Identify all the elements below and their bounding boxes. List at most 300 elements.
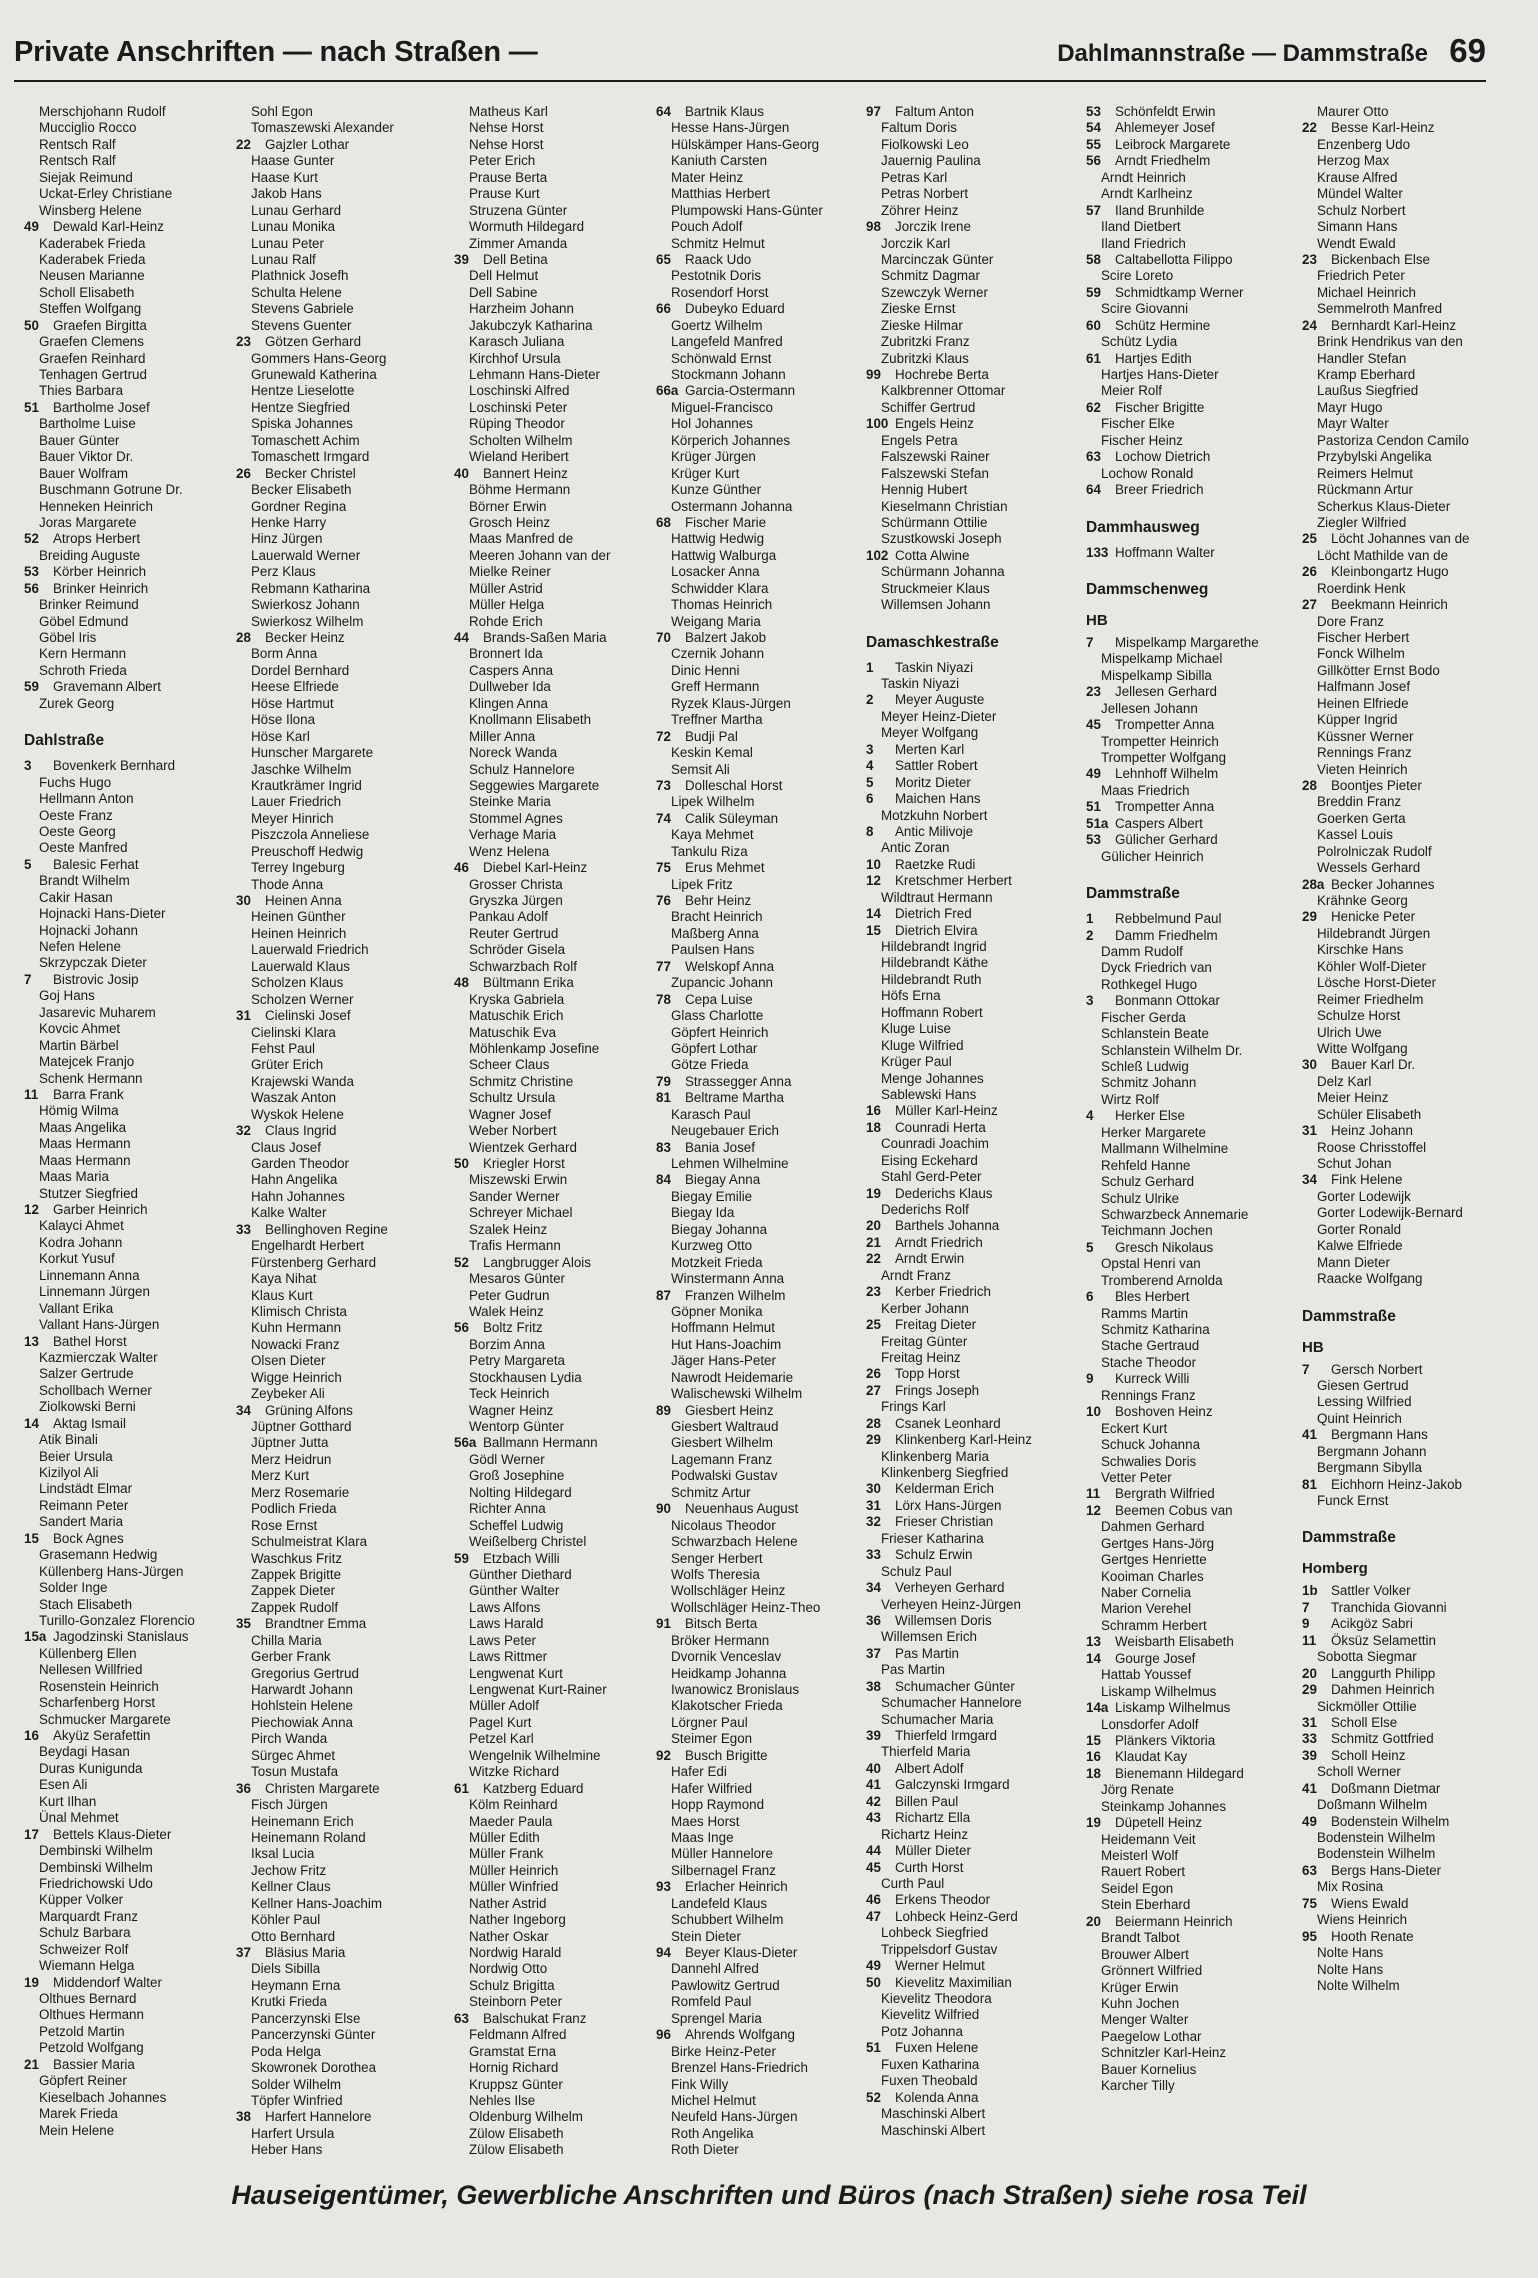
resident-entry bbox=[1302, 1238, 1514, 1254]
resident-name: Zülow Elisabeth bbox=[469, 2125, 564, 2141]
resident-entry bbox=[1302, 1222, 1514, 1238]
resident-entry bbox=[1302, 1633, 1514, 1649]
resident-entry bbox=[1302, 1616, 1514, 1632]
resident-entry bbox=[1086, 1075, 1298, 1091]
resident-name: Gorter Ronald bbox=[1317, 1221, 1402, 1237]
resident-name: Heber Hans bbox=[251, 2142, 323, 2154]
resident-name: Maas Hermann bbox=[39, 1136, 131, 1152]
resident-entry bbox=[656, 696, 868, 712]
resident-name: Simann Hans bbox=[1317, 219, 1398, 235]
house-number: 96 bbox=[656, 2027, 671, 2043]
resident-entry bbox=[866, 1334, 1078, 1350]
resident-name: Schmitz Katharina bbox=[1101, 1322, 1210, 1337]
resident-entry bbox=[866, 334, 1078, 350]
house-number: 51 bbox=[1086, 799, 1101, 815]
resident-name: Preuschoff Hedwig bbox=[251, 843, 364, 859]
resident-name: Göpfert Reiner bbox=[39, 2073, 127, 2089]
resident-entry bbox=[454, 1419, 666, 1435]
resident-name: Reimer Friedhelm bbox=[1317, 991, 1424, 1007]
resident-name: Keskin Kemal bbox=[671, 745, 753, 761]
resident-name: Hopp Raymond bbox=[671, 1797, 765, 1813]
resident-entry bbox=[1086, 1667, 1298, 1683]
resident-entry bbox=[866, 1366, 1078, 1382]
resident-entry bbox=[1086, 1552, 1298, 1568]
house-number: 25 bbox=[1302, 531, 1317, 547]
resident-entry bbox=[24, 1909, 236, 1925]
resident-name: Schulmeistrat Klara bbox=[251, 1534, 368, 1550]
resident-name: Giesbert Waltraud bbox=[671, 1419, 779, 1434]
resident-entry bbox=[1302, 827, 1514, 843]
house-number: 95 bbox=[1302, 1928, 1317, 1944]
resident-entry bbox=[656, 1616, 868, 1632]
resident-entry bbox=[454, 153, 666, 169]
resident-entry bbox=[454, 2093, 666, 2109]
resident-name: Engelhardt Herbert bbox=[251, 1238, 365, 1254]
resident-name: Fuchs Hugo bbox=[39, 774, 112, 790]
resident-name: Willemsen Johann bbox=[881, 597, 991, 613]
resident-entry bbox=[236, 1863, 448, 1879]
resident-entry bbox=[1302, 1255, 1514, 1271]
resident-entry bbox=[1086, 285, 1298, 301]
resident-entry bbox=[1086, 1684, 1298, 1700]
resident-name: Curth Paul bbox=[881, 1875, 945, 1891]
resident-entry bbox=[236, 219, 448, 235]
resident-name: Schmitz Artur bbox=[671, 1484, 751, 1500]
house-number: 14 bbox=[1086, 1650, 1101, 1666]
street-heading: Dahlstraße bbox=[24, 732, 105, 750]
house-number: 14 bbox=[24, 1415, 39, 1431]
resident-name: Noreck Wanda bbox=[469, 745, 558, 761]
resident-name: Handler Stefan bbox=[1317, 350, 1407, 366]
resident-name: Aktag Ismail bbox=[53, 1415, 126, 1431]
resident-name: Birke Heinz-Peter bbox=[671, 2043, 776, 2059]
resident-name: Zöhrer Heinz bbox=[881, 202, 959, 218]
resident-entry bbox=[454, 1008, 666, 1024]
resident-name: Barthels Johanna bbox=[895, 1218, 1000, 1234]
resident-entry bbox=[1302, 1748, 1514, 1764]
resident-entry bbox=[454, 1485, 666, 1501]
resident-entry bbox=[236, 794, 448, 810]
resident-entry bbox=[1086, 1108, 1298, 1124]
resident-name: Korkut Yusuf bbox=[39, 1251, 115, 1267]
house-number: 89 bbox=[656, 1402, 671, 1418]
resident-entry bbox=[1302, 252, 1514, 268]
resident-entry bbox=[1086, 651, 1298, 667]
resident-entry bbox=[454, 203, 666, 219]
resident-name: Schulz Barbara bbox=[39, 1925, 131, 1941]
resident-name: Scholten Wilhelm bbox=[469, 432, 573, 448]
resident-entry bbox=[866, 383, 1078, 399]
resident-name: Wolfs Theresia bbox=[671, 1566, 760, 1582]
resident-entry bbox=[656, 827, 868, 843]
resident-entry bbox=[454, 1748, 666, 1764]
resident-entry bbox=[656, 186, 868, 202]
resident-name: Lunau Ralf bbox=[251, 251, 316, 267]
resident-name: Kramp Eberhard bbox=[1317, 367, 1416, 382]
resident-name: Gresch Nikolaus bbox=[1115, 1239, 1214, 1255]
resident-name: Etzbach Willi bbox=[483, 1550, 560, 1566]
resident-entry bbox=[24, 285, 236, 301]
resident-name: Hattwig Walburga bbox=[671, 547, 777, 563]
resident-entry bbox=[1302, 1493, 1514, 1509]
house-number: 26 bbox=[866, 1366, 881, 1382]
resident-name: Küllenberg Ellen bbox=[39, 1645, 137, 1661]
resident-name: Pestotnik Doris bbox=[671, 268, 762, 284]
resident-name: Sürgec Ahmet bbox=[251, 1747, 336, 1763]
resident-name: Kruppsz Günter bbox=[469, 2076, 563, 2092]
resident-name: Kovcic Ahmet bbox=[39, 1021, 121, 1037]
resident-entry bbox=[1302, 564, 1514, 580]
resident-entry bbox=[236, 482, 448, 498]
resident-name: Mielke Reiner bbox=[469, 564, 551, 580]
resident-entry bbox=[656, 564, 868, 580]
resident-entry bbox=[1302, 762, 1514, 778]
resident-entry bbox=[454, 383, 666, 399]
resident-entry bbox=[1302, 729, 1514, 745]
resident-entry bbox=[656, 794, 868, 810]
resident-entry bbox=[656, 877, 868, 893]
resident-name: Krüger Erwin bbox=[1101, 1979, 1179, 1995]
resident-entry bbox=[866, 1169, 1078, 1185]
resident-entry bbox=[454, 1386, 666, 1402]
resident-name: Schulz Paul bbox=[881, 1563, 952, 1579]
resident-name: Iksal Lucia bbox=[251, 1846, 315, 1862]
resident-entry bbox=[866, 1646, 1078, 1662]
resident-entry bbox=[866, 285, 1078, 301]
resident-entry bbox=[1086, 268, 1298, 284]
resident-entry bbox=[1302, 531, 1514, 547]
resident-name: Schumacher Maria bbox=[881, 1711, 994, 1727]
resident-name: Roerdink Henk bbox=[1317, 580, 1406, 596]
resident-name: Senger Herbert bbox=[671, 1550, 763, 1566]
resident-name: Nefen Helene bbox=[39, 939, 121, 954]
house-number: 99 bbox=[866, 367, 881, 382]
resident-entry bbox=[454, 1814, 666, 1830]
resident-name: Kryska Gabriela bbox=[469, 991, 565, 1007]
resident-name: Kelderman Erich bbox=[895, 1481, 994, 1497]
resident-name: Maas Angelika bbox=[39, 1119, 127, 1135]
resident-name: Rückmann Artur bbox=[1317, 482, 1414, 498]
resident-name: Kuhn Hermann bbox=[251, 1320, 342, 1336]
resident-entry bbox=[24, 2106, 236, 2122]
resident-entry bbox=[1086, 1996, 1298, 2012]
resident-name: Vetter Peter bbox=[1101, 1469, 1172, 1485]
resident-entry bbox=[1302, 1797, 1514, 1813]
resident-entry bbox=[866, 531, 1078, 547]
resident-name: Wentorp Günter bbox=[469, 1419, 565, 1434]
resident-entry bbox=[866, 1186, 1078, 1202]
resident-name: Witzke Richard bbox=[469, 1764, 560, 1780]
resident-name: Krüger Paul bbox=[881, 1054, 952, 1070]
resident-entry bbox=[656, 1633, 868, 1649]
resident-name: Kievelitz Theodora bbox=[881, 1991, 992, 2006]
resident-entry bbox=[236, 844, 448, 860]
resident-name: Öksüz Selamettin bbox=[1331, 1632, 1436, 1648]
resident-name: Heidkamp Johanna bbox=[671, 1665, 787, 1681]
resident-name: Hoffmann Walter bbox=[1115, 544, 1215, 560]
resident-name: Klakotscher Frieda bbox=[671, 1698, 783, 1714]
house-number: 66 bbox=[656, 301, 671, 317]
resident-entry bbox=[454, 712, 666, 728]
resident-name: Pastoriza Cendon Camilo bbox=[1317, 432, 1469, 448]
resident-entry bbox=[1086, 482, 1298, 498]
resident-name: Lunau Peter bbox=[251, 235, 324, 251]
house-number: 63 bbox=[1086, 449, 1101, 465]
resident-entry bbox=[454, 1551, 666, 1567]
resident-entry bbox=[236, 729, 448, 745]
street-heading: Dammstraße bbox=[1086, 885, 1180, 903]
house-number: 49 bbox=[1302, 1813, 1317, 1829]
resident-entry bbox=[24, 1860, 236, 1876]
resident-entry bbox=[24, 1218, 236, 1234]
house-number: 74 bbox=[656, 810, 671, 826]
resident-entry bbox=[24, 482, 236, 498]
resident-entry bbox=[1086, 1125, 1298, 1141]
resident-entry bbox=[1086, 1914, 1298, 1930]
resident-entry bbox=[24, 2090, 236, 2106]
house-number: 16 bbox=[24, 1728, 39, 1743]
resident-entry bbox=[1086, 1815, 1298, 1831]
resident-entry bbox=[454, 1666, 666, 1682]
resident-entry bbox=[1302, 1172, 1514, 1188]
resident-name: Hildebrandt Ingrid bbox=[881, 939, 987, 954]
resident-entry bbox=[24, 1399, 236, 1415]
resident-entry bbox=[656, 449, 868, 465]
resident-entry bbox=[866, 1103, 1078, 1119]
resident-entry bbox=[1086, 668, 1298, 684]
resident-entry bbox=[656, 1715, 868, 1731]
resident-name: Boltz Fritz bbox=[483, 1320, 543, 1336]
resident-entry bbox=[1302, 860, 1514, 876]
resident-name: Gülicher Heinrich bbox=[1101, 848, 1204, 864]
resident-entry bbox=[454, 433, 666, 449]
resident-name: Weisbarth Elisabeth bbox=[1115, 1634, 1234, 1650]
resident-entry bbox=[236, 466, 448, 482]
resident-name: Miller Anna bbox=[469, 728, 536, 744]
resident-entry bbox=[1302, 1912, 1514, 1928]
resident-name: Dederichs Rolf bbox=[881, 1202, 969, 1217]
resident-entry bbox=[454, 1715, 666, 1731]
resident-name: Matuschik Eva bbox=[469, 1024, 557, 1040]
resident-entry bbox=[656, 1534, 868, 1550]
resident-entry bbox=[866, 564, 1078, 580]
resident-entry bbox=[236, 334, 448, 350]
resident-name: Müller Winfried bbox=[469, 1879, 559, 1895]
resident-entry bbox=[454, 1172, 666, 1188]
resident-entry bbox=[24, 1350, 236, 1366]
house-number: 98 bbox=[866, 219, 881, 235]
resident-name: Dell Helmut bbox=[469, 268, 539, 284]
resident-entry bbox=[1086, 993, 1298, 1009]
resident-entry bbox=[1302, 1978, 1514, 1994]
resident-name: Hildebrandt Käthe bbox=[881, 955, 989, 971]
resident-entry bbox=[1086, 832, 1298, 848]
resident-entry bbox=[656, 433, 868, 449]
resident-name: Fischer Gerda bbox=[1101, 1009, 1186, 1025]
resident-name: Bernhardt Karl-Heinz bbox=[1331, 317, 1457, 333]
resident-name: Busch Brigitte bbox=[685, 1747, 768, 1763]
resident-entry bbox=[866, 1449, 1078, 1465]
resident-name: Bitsch Berta bbox=[685, 1616, 758, 1632]
resident-name: Zieske Ernst bbox=[881, 301, 956, 317]
house-number: 72 bbox=[656, 728, 671, 744]
resident-name: Köhler Paul bbox=[251, 1912, 321, 1928]
resident-entry bbox=[1302, 679, 1514, 695]
resident-entry bbox=[454, 877, 666, 893]
resident-name: Falszewski Stefan bbox=[881, 465, 989, 481]
resident-name: Breddin Franz bbox=[1317, 794, 1402, 810]
resident-name: Verhage Maria bbox=[469, 827, 557, 843]
resident-name: Heinemann Roland bbox=[251, 1829, 366, 1845]
resident-entry bbox=[454, 186, 666, 202]
resident-name: Götze Frieda bbox=[671, 1057, 749, 1073]
house-number: 83 bbox=[656, 1139, 671, 1155]
resident-entry bbox=[454, 531, 666, 547]
resident-name: Skowronek Dorothea bbox=[251, 2060, 377, 2076]
resident-entry bbox=[1302, 120, 1514, 136]
resident-name: Olthues Bernard bbox=[39, 1991, 137, 2006]
resident-name: Mayr Hugo bbox=[1317, 399, 1383, 415]
resident-name: Gordner Regina bbox=[251, 498, 347, 514]
street-range: Dahlmannstraße — Dammstraße bbox=[1057, 40, 1428, 67]
resident-entry bbox=[454, 1353, 666, 1369]
resident-entry bbox=[236, 1140, 448, 1156]
resident-entry bbox=[236, 1682, 448, 1698]
resident-name: Cotta Alwine bbox=[895, 547, 970, 563]
resident-entry bbox=[1302, 909, 1514, 925]
resident-name: Schwidder Klara bbox=[671, 580, 769, 596]
resident-name: Raacke Wolfgang bbox=[1317, 1271, 1423, 1287]
resident-name: Loschinski Alfred bbox=[469, 383, 570, 399]
resident-name: Meier Rolf bbox=[1101, 383, 1163, 399]
resident-name: Neusen Marianne bbox=[39, 268, 145, 284]
resident-entry bbox=[236, 663, 448, 679]
resident-name: Beydagi Hasan bbox=[39, 1744, 130, 1760]
resident-entry bbox=[1086, 1963, 1298, 1979]
resident-name: Kuhn Jochen bbox=[1101, 1995, 1180, 2011]
resident-entry bbox=[24, 433, 236, 449]
resident-name: Chilla Maria bbox=[251, 1632, 322, 1648]
resident-entry bbox=[1086, 1618, 1298, 1634]
resident-name: Oeste Georg bbox=[39, 823, 116, 839]
resident-name: Göbel Edmund bbox=[39, 613, 129, 629]
resident-entry bbox=[866, 1991, 1078, 2007]
resident-name: Küpper Volker bbox=[39, 1892, 124, 1908]
house-number: 93 bbox=[656, 1879, 671, 1895]
resident-name: Schmitz Christine bbox=[469, 1073, 574, 1089]
resident-entry bbox=[1086, 701, 1298, 717]
resident-entry bbox=[454, 1698, 666, 1714]
resident-name: Tranchida Giovanni bbox=[1331, 1599, 1447, 1615]
resident-entry bbox=[656, 252, 868, 268]
resident-name: Nehles Ilse bbox=[469, 2092, 536, 2108]
resident-name: Bergmann Sibylla bbox=[1317, 1460, 1422, 1476]
resident-name: Diebel Karl-Heinz bbox=[483, 860, 588, 876]
resident-entry bbox=[24, 1153, 236, 1169]
resident-name: Gravemann Albert bbox=[53, 679, 161, 695]
resident-name: Stache Theodor bbox=[1101, 1354, 1197, 1370]
resident-name: Liskamp Wilhelmus bbox=[1115, 1700, 1231, 1716]
resident-entry bbox=[236, 1945, 448, 1961]
resident-name: Schulz Brigitta bbox=[469, 1977, 555, 1993]
resident-entry bbox=[656, 1172, 868, 1188]
resident-entry bbox=[866, 808, 1078, 824]
resident-entry bbox=[24, 972, 236, 988]
resident-name: Becker Johannes bbox=[1331, 876, 1435, 892]
resident-entry bbox=[1302, 1814, 1514, 1830]
resident-name: Reuter Gertrud bbox=[469, 925, 559, 941]
resident-entry bbox=[866, 318, 1078, 334]
resident-name: Hahn Johannes bbox=[251, 1188, 345, 1204]
resident-entry bbox=[454, 1189, 666, 1205]
resident-name: Heymann Erna bbox=[251, 1977, 341, 1993]
resident-name: Henke Harry bbox=[251, 514, 327, 530]
resident-entry bbox=[24, 1103, 236, 1119]
resident-entry bbox=[24, 923, 236, 939]
resident-name: Szalek Heinz bbox=[469, 1221, 548, 1237]
resident-entry bbox=[1302, 1378, 1514, 1394]
resident-entry bbox=[866, 400, 1078, 416]
resident-name: Bodenstein Wilhelm bbox=[1317, 1846, 1436, 1862]
resident-name: Lessing Wilfried bbox=[1317, 1394, 1412, 1410]
resident-entry bbox=[24, 906, 236, 922]
resident-name: Curth Horst bbox=[895, 1859, 964, 1875]
resident-name: Sickmöller Ottilie bbox=[1317, 1698, 1417, 1714]
resident-entry bbox=[1086, 1355, 1298, 1371]
resident-name: Potz Johanna bbox=[881, 2023, 963, 2039]
resident-name: Petry Margareta bbox=[469, 1353, 566, 1369]
resident-name: Giesbert Heinz bbox=[685, 1402, 774, 1418]
resident-entry bbox=[1086, 1273, 1298, 1289]
resident-entry bbox=[866, 890, 1078, 906]
resident-entry bbox=[866, 2106, 1078, 2122]
resident-entry bbox=[236, 1337, 448, 1353]
resident-name: Jellesen Johann bbox=[1101, 700, 1198, 716]
resident-entry bbox=[1086, 1256, 1298, 1272]
resident-entry bbox=[236, 1189, 448, 1205]
resident-entry bbox=[656, 367, 868, 383]
resident-entry bbox=[656, 203, 868, 219]
resident-entry bbox=[454, 499, 666, 515]
resident-entry bbox=[656, 1255, 868, 1271]
resident-name: Zeybeker Ali bbox=[251, 1386, 325, 1402]
resident-name: Atik Binali bbox=[39, 1432, 98, 1448]
resident-name: Harzheim Johann bbox=[469, 301, 574, 317]
resident-entry bbox=[866, 367, 1078, 383]
resident-name: Swierkosz Wilhelm bbox=[251, 613, 364, 629]
resident-name: Böhme Hermann bbox=[469, 482, 571, 498]
house-number: 6 bbox=[866, 791, 874, 807]
resident-entry bbox=[24, 318, 236, 334]
resident-name: Bartholme Luise bbox=[39, 416, 136, 432]
resident-entry bbox=[24, 1827, 236, 1843]
resident-entry bbox=[236, 499, 448, 515]
resident-name: Wagner Josef bbox=[469, 1106, 552, 1122]
resident-name: Thierfeld Irmgard bbox=[895, 1728, 997, 1743]
resident-entry bbox=[24, 1498, 236, 1514]
resident-name: Goerken Gerta bbox=[1317, 810, 1406, 826]
resident-entry bbox=[454, 2142, 666, 2154]
resident-name: Jorczik Irene bbox=[895, 219, 971, 235]
resident-name: Höfs Erna bbox=[881, 988, 941, 1004]
resident-name: Taskin Niyazi bbox=[881, 676, 960, 691]
district-heading: Homberg bbox=[1302, 1560, 1368, 1578]
resident-entry bbox=[236, 268, 448, 284]
resident-entry bbox=[454, 1797, 666, 1813]
resident-entry bbox=[656, 1518, 868, 1534]
resident-name: Schmitz Helmut bbox=[671, 235, 765, 251]
resident-name: Mix Rosina bbox=[1317, 1879, 1384, 1895]
